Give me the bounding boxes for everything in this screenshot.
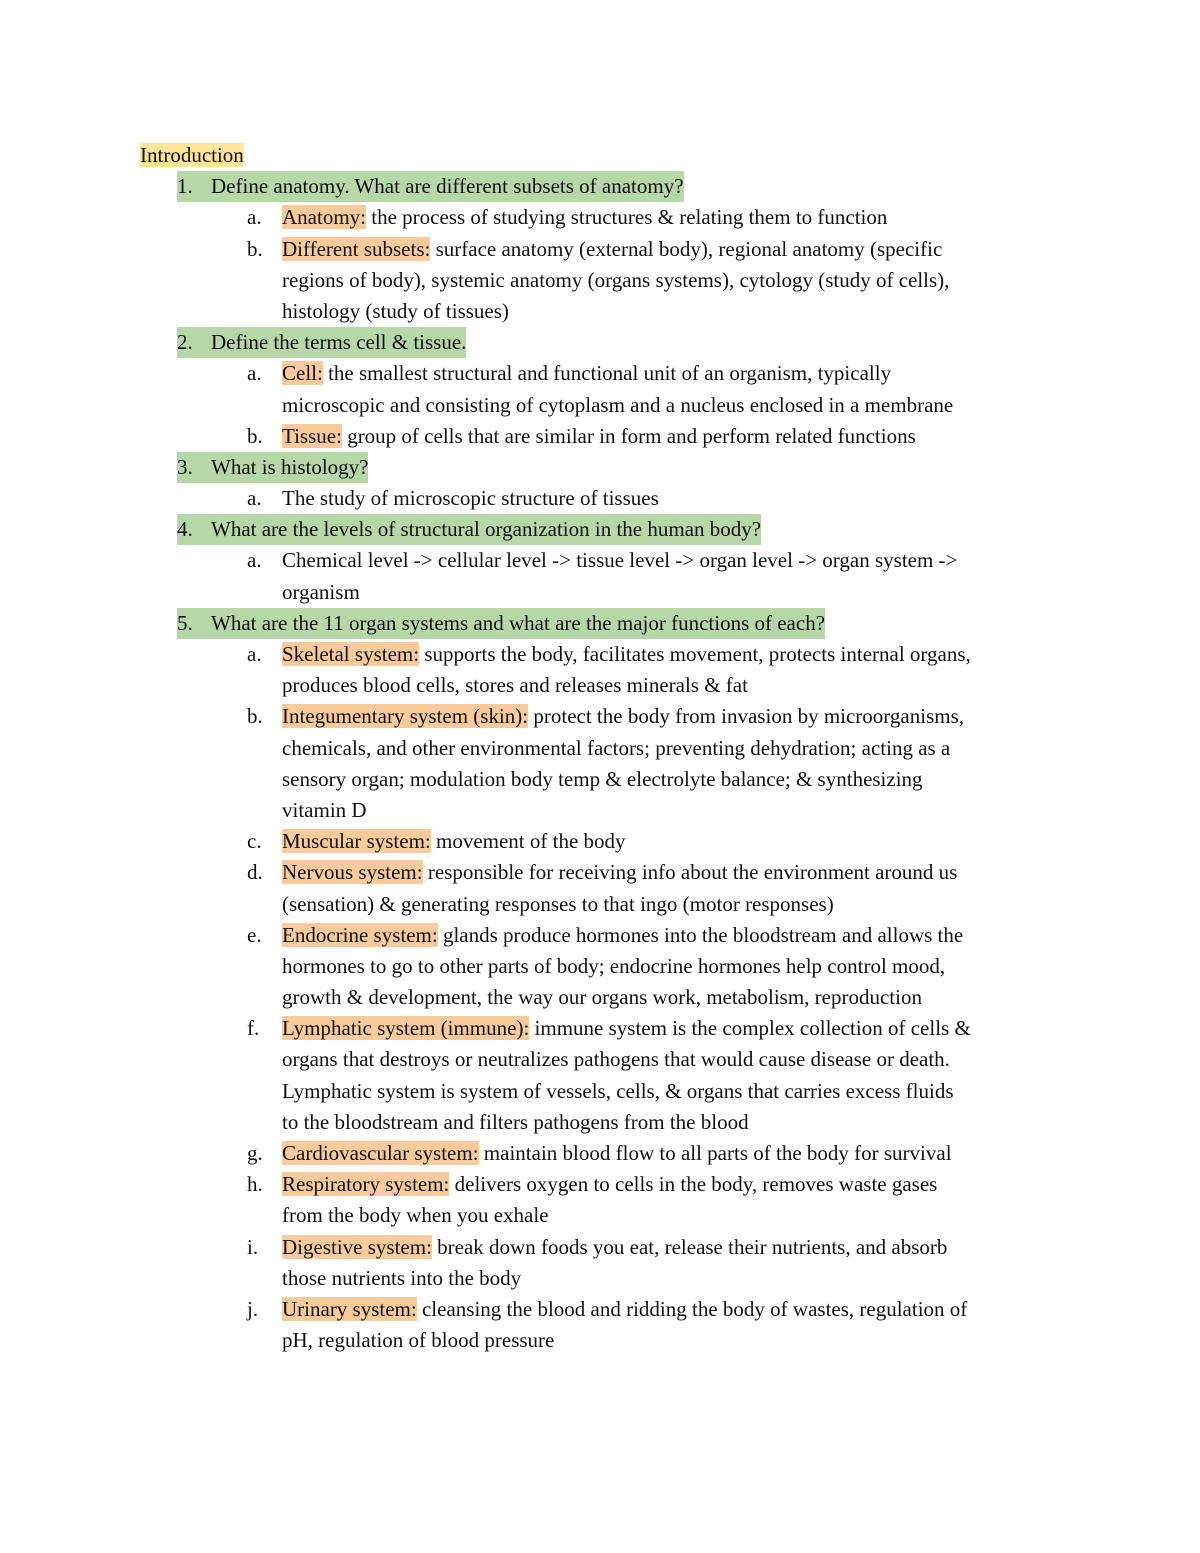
answer-text (282, 1200, 1072, 1231)
answer-line (140, 202, 1080, 233)
answer-body: pH, regulation of blood pressure (282, 1328, 555, 1353)
answer-indent (247, 1263, 282, 1294)
answer-line (140, 857, 1080, 888)
answer-term: Different subsets: (282, 236, 431, 261)
question-row (140, 608, 1080, 639)
question-list (140, 171, 1080, 1356)
question-highlight (177, 171, 684, 202)
answer-body: vitamin D (282, 797, 367, 822)
answer-text (282, 982, 1072, 1013)
answer-text (282, 1107, 1072, 1138)
answer-line (140, 483, 1080, 514)
question-text: Define anatomy. What are different subsets of anatomy? (211, 174, 684, 199)
answer-body: microscopic and consisting of cytoplasm and a nucleus enclosed in a membrane (282, 392, 954, 417)
answer-text (282, 202, 1072, 233)
answer-line (140, 764, 1080, 795)
answer-text (282, 857, 1072, 888)
answer-body: protect the body from invasion by microorganisms, (528, 704, 964, 729)
question-text: Define the terms cell & tissue. (211, 330, 467, 355)
answer-body: regions of body), systemic anatomy (organs systems), cytology (study of cells), (282, 267, 950, 292)
answer-body: Chemical level -> cellular level -> tissue level -> organ level -> organ system -> (282, 548, 958, 573)
answer-text (282, 764, 1072, 795)
answer-text (282, 889, 1072, 920)
answer-text (282, 234, 1072, 265)
answer-line (140, 358, 1080, 389)
answer-indent (247, 265, 282, 296)
answer-indent (247, 1200, 282, 1231)
answer-line (140, 1107, 1080, 1138)
answer-indent (247, 1107, 282, 1138)
answer-body: immune system is the complex collection of cells & (529, 1016, 971, 1041)
question-row (140, 327, 1080, 358)
answer-line (140, 577, 1080, 608)
answer-body: the smallest structural and functional unit of an organism, typically (322, 361, 892, 386)
document-content (140, 140, 1080, 1356)
answer-line (140, 1138, 1080, 1169)
answer-term: Lymphatic system (immune): (282, 1016, 530, 1041)
answer-line (140, 421, 1080, 452)
answer-body: (sensation) & generating responses to that ingo (motor responses) (282, 891, 834, 916)
answer-term: Respiratory system: (282, 1172, 450, 1197)
answer-text (282, 1169, 1072, 1200)
answer-indent (247, 296, 282, 327)
answer-body: surface anatomy (external body), regional anatomy (specific (430, 236, 943, 261)
answer-line (140, 670, 1080, 701)
answer-text (282, 1138, 1072, 1169)
answer-letter: b. (247, 236, 263, 261)
answer-body: delivers oxygen to cells in the body, removes waste gases (449, 1172, 938, 1197)
answer-line (140, 795, 1080, 826)
question-text: What are the 11 organ systems and what are the major functions of each? (211, 610, 826, 635)
answer-body: maintain blood flow to all parts of the body for survival (478, 1141, 952, 1165)
question-highlight (177, 452, 368, 483)
question-highlight (177, 514, 761, 545)
answer-line (140, 390, 1080, 421)
question-text: What are the levels of structural organization in the human body? (211, 517, 762, 542)
answer-body: organs that destroys or neutralizes pathogens that would cause disease or death. (282, 1047, 950, 1072)
answer-text (282, 670, 1072, 701)
answer-text (282, 733, 1072, 764)
answer-term: Digestive system: (282, 1234, 432, 1259)
answer-text (282, 577, 1072, 608)
answer-text (282, 421, 1072, 452)
answer-body: responsible for receiving info about the environment around us (422, 860, 958, 885)
answer-indent (247, 795, 282, 826)
answer-term: Nervous system: (282, 860, 423, 885)
answer-letter: d. (247, 860, 263, 885)
section-title: Introduction (140, 143, 244, 167)
answer-term: Anatomy: (282, 205, 366, 230)
answer-body: hormones to go to other parts of body; endocrine hormones help control mood, (282, 953, 946, 978)
answer-body: those nutrients into the body (282, 1265, 522, 1290)
question-text: What is histology? (211, 454, 369, 479)
answer-indent (247, 1076, 282, 1107)
answer-line (140, 545, 1080, 576)
answer-body: cleansing the blood and ridding the body of wastes, regulation of (416, 1296, 968, 1321)
answer-line (140, 982, 1080, 1013)
answer-letter: h. (247, 1172, 263, 1197)
answer-letter: b. (247, 423, 263, 448)
answer-line (140, 1076, 1080, 1107)
answer-line (140, 234, 1080, 265)
answer-body: Lymphatic system is system of vessels, cells, & organs that carries excess fluids (282, 1078, 954, 1103)
answer-line (140, 296, 1080, 327)
question-row (140, 171, 1080, 202)
answer-line (140, 889, 1080, 920)
question-row (140, 514, 1080, 545)
answer-body: movement of the body (430, 829, 626, 854)
answer-body: to the bloodstream and filters pathogens from the blood (282, 1109, 749, 1134)
answer-text (282, 483, 1072, 514)
answer-body: The study of microscopic structure of tissues (282, 486, 659, 511)
answer-text (282, 1294, 1072, 1325)
answer-text (282, 265, 1072, 296)
answer-body: group of cells that are similar in form and perform related functions (341, 423, 916, 448)
answer-text (282, 1325, 1072, 1356)
answer-indent (247, 1325, 282, 1356)
question-row (140, 452, 1080, 483)
answer-text (282, 358, 1072, 389)
answer-letter: a. (247, 486, 262, 511)
answer-term: Cardiovascular system: (282, 1141, 479, 1165)
answer-text (282, 390, 1072, 421)
answer-line (140, 1232, 1080, 1263)
question-number: 2. (177, 330, 193, 355)
answer-letter: a. (247, 361, 262, 386)
answer-text (282, 951, 1072, 982)
answer-text (282, 545, 1072, 576)
answer-text (282, 1044, 1072, 1075)
answer-letter: i. (247, 1234, 259, 1259)
answer-text (282, 296, 1072, 327)
answer-body: produces blood cells, stores and releases minerals & fat (282, 673, 748, 698)
answer-indent (247, 390, 282, 421)
answer-text (282, 1263, 1072, 1294)
answer-term: Urinary system: (282, 1296, 417, 1321)
answer-body: organism (282, 579, 360, 604)
answer-term: Cell: (282, 361, 323, 386)
answer-line (140, 1200, 1080, 1231)
answer-line (140, 1294, 1080, 1325)
answer-text (282, 1076, 1072, 1107)
question-number: 1. (177, 174, 193, 199)
section-title-row (140, 140, 1080, 171)
answer-line (140, 639, 1080, 670)
answer-term: Skeletal system: (282, 642, 420, 666)
answer-letter: j. (247, 1296, 259, 1321)
answer-line (140, 701, 1080, 732)
answer-text (282, 639, 1072, 670)
answer-indent (247, 733, 282, 764)
answer-line (140, 920, 1080, 951)
answer-indent (247, 577, 282, 608)
answer-letter: a. (247, 548, 262, 573)
answer-body: histology (study of tissues) (282, 298, 509, 323)
answer-body: from the body when you exhale (282, 1203, 549, 1228)
question-highlight (177, 608, 825, 639)
answer-letter: a. (247, 205, 262, 230)
answer-indent (247, 1044, 282, 1075)
answer-body: supports the body, facilitates movement, protects internal organs, (419, 642, 971, 666)
answer-letter: b. (247, 704, 263, 729)
answer-term: Muscular system: (282, 829, 431, 854)
answer-text (282, 701, 1072, 732)
answer-text (282, 1232, 1072, 1263)
answer-line (140, 1325, 1080, 1356)
answer-text (282, 920, 1072, 951)
answer-letter: f. (247, 1016, 260, 1041)
answer-text (282, 1013, 1072, 1044)
answer-term: Tissue: (282, 423, 342, 448)
answer-body: break down foods you eat, release their nutrients, and absorb (431, 1234, 948, 1259)
answer-indent (247, 951, 282, 982)
answer-line (140, 826, 1080, 857)
answer-line (140, 951, 1080, 982)
question-number: 3. (177, 454, 193, 479)
answer-indent (247, 670, 282, 701)
answer-letter: c. (247, 829, 262, 854)
answer-term: Integumentary system (skin): (282, 704, 529, 729)
answer-line (140, 733, 1080, 764)
answer-line (140, 265, 1080, 296)
answer-line (140, 1013, 1080, 1044)
answer-indent (247, 764, 282, 795)
answer-indent (247, 982, 282, 1013)
answer-body: the process of studying structures & relating them to function (366, 205, 888, 230)
answer-line (140, 1169, 1080, 1200)
answer-body: sensory organ; modulation body temp & electrolyte balance; & synthesizing (282, 766, 923, 791)
question-highlight (177, 327, 466, 358)
answer-term: Endocrine system: (282, 922, 438, 947)
answer-indent (247, 889, 282, 920)
answer-line (140, 1263, 1080, 1294)
answer-body: glands produce hormones into the bloodstream and allows the (437, 922, 964, 947)
answer-letter: e. (247, 922, 262, 947)
answer-letter: a. (247, 642, 262, 666)
answer-body: chemicals, and other environmental factors; preventing dehydration; acting as a (282, 735, 951, 760)
answer-letter: g. (247, 1141, 263, 1165)
answer-text (282, 826, 1072, 857)
answer-text (282, 795, 1072, 826)
answer-body: growth & development, the way our organs work, metabolism, reproduction (282, 985, 922, 1010)
question-number: 5. (177, 610, 193, 635)
question-number: 4. (177, 517, 193, 542)
answer-line (140, 1044, 1080, 1075)
